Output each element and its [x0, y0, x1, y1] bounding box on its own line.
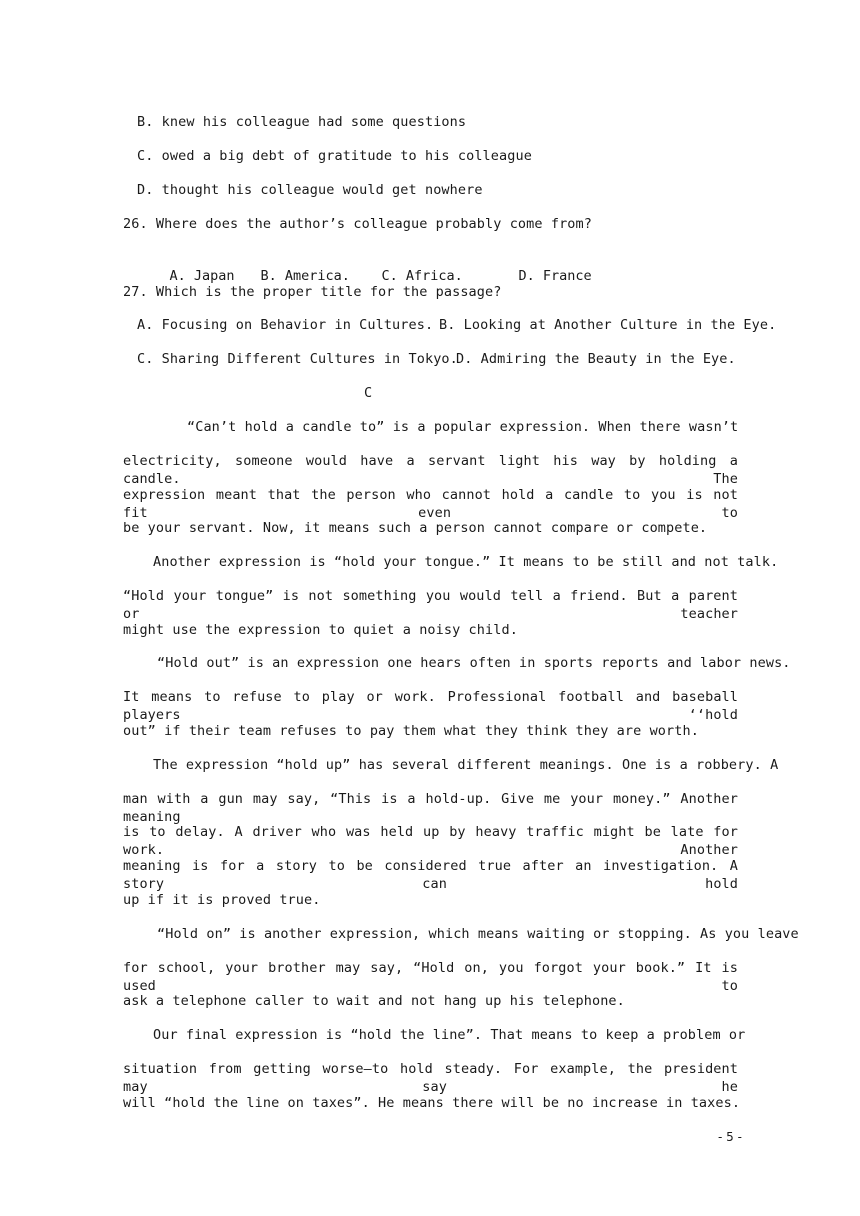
passage-line: “Hold your tongue” is not something you would tell a friend. But a parent or teacher [123, 588, 738, 622]
passage-line: meaning is for a story to be considered true after an investigation. A story can hold [123, 858, 738, 892]
q27-option-d: D. Admiring the Beauty in the Eye. [456, 351, 736, 367]
q26-option-d: D. France [518, 268, 592, 284]
q25-option-b: B. knew his colleague had some questions [137, 114, 467, 130]
section-c-heading: C [364, 385, 373, 401]
q27-question: 27. Which is the proper title for the passage? [123, 284, 502, 300]
passage-line: out” if their team refuses to pay them what they think they are worth. [123, 723, 699, 739]
passage-line: expression meant that the person who cannot hold a candle to you is not fit even to [123, 487, 738, 521]
passage-line: be your servant. Now, it means such a person cannot compare or compete. [123, 520, 708, 536]
q25-option-c: C. owed a big debt of gratitude to his colleague [137, 148, 532, 164]
passage-line: man with a gun may say, “This is a hold-up. Give me your money.” Another meaning [123, 791, 738, 825]
q27-option-c: C. Sharing Different Cultures in Tokyo. [137, 351, 458, 367]
passage-line: for school, your brother may say, “Hold on, you forgot your book.” It is used to [123, 960, 738, 994]
passage-line: Another expression is “hold your tongue.” It means to be still and not talk. [153, 554, 779, 570]
passage-line: “Hold out” is an expression one hears often in sports reports and labor news. [157, 655, 791, 671]
passage-line: The expression “hold up” has several different meanings. One is a robbery. A [153, 757, 779, 773]
q26-option-b: B. America. [260, 268, 350, 284]
page-number: - 5 - [718, 1130, 742, 1144]
q26-question: 26. Where does the author’s colleague probably come from? [123, 216, 592, 232]
passage-line: ask a telephone caller to wait and not hang up his telephone. [123, 993, 625, 1009]
passage-line: “Can’t hold a candle to” is a popular expression. When there wasn’t [187, 419, 739, 435]
q26-option-a: A. Japan [169, 268, 235, 284]
passage-line: electricity, someone would have a servant light his way by holding a candle. The [123, 453, 738, 487]
passage-line: “Hold on” is another expression, which means waiting or stopping. As you leave [157, 926, 799, 942]
passage-line: situation from getting worse—to hold steady. For example, the president may say he [123, 1061, 738, 1095]
passage-line: up if it is proved true. [123, 892, 321, 908]
passage-line: It means to refuse to play or work. Professional football and baseball players ‘‘hold [123, 689, 738, 723]
q27-option-b: B. Looking at Another Culture in the Eye. [439, 317, 777, 333]
passage-line: will “hold the line on taxes”. He means there will be no increase in taxes. [123, 1095, 741, 1111]
q26-option-c: C. Africa. [381, 268, 463, 284]
passage-line: Our final expression is “hold the line”. That means to keep a problem or [153, 1027, 746, 1043]
passage-line: is to delay. A driver who was held up by heavy traffic might be late for work. Another [123, 824, 738, 858]
q25-option-d: D. thought his colleague would get nowhere [137, 182, 483, 198]
passage-line: might use the expression to quiet a noisy child. [123, 622, 518, 638]
q27-option-a: A. Focusing on Behavior in Cultures. [137, 317, 434, 333]
